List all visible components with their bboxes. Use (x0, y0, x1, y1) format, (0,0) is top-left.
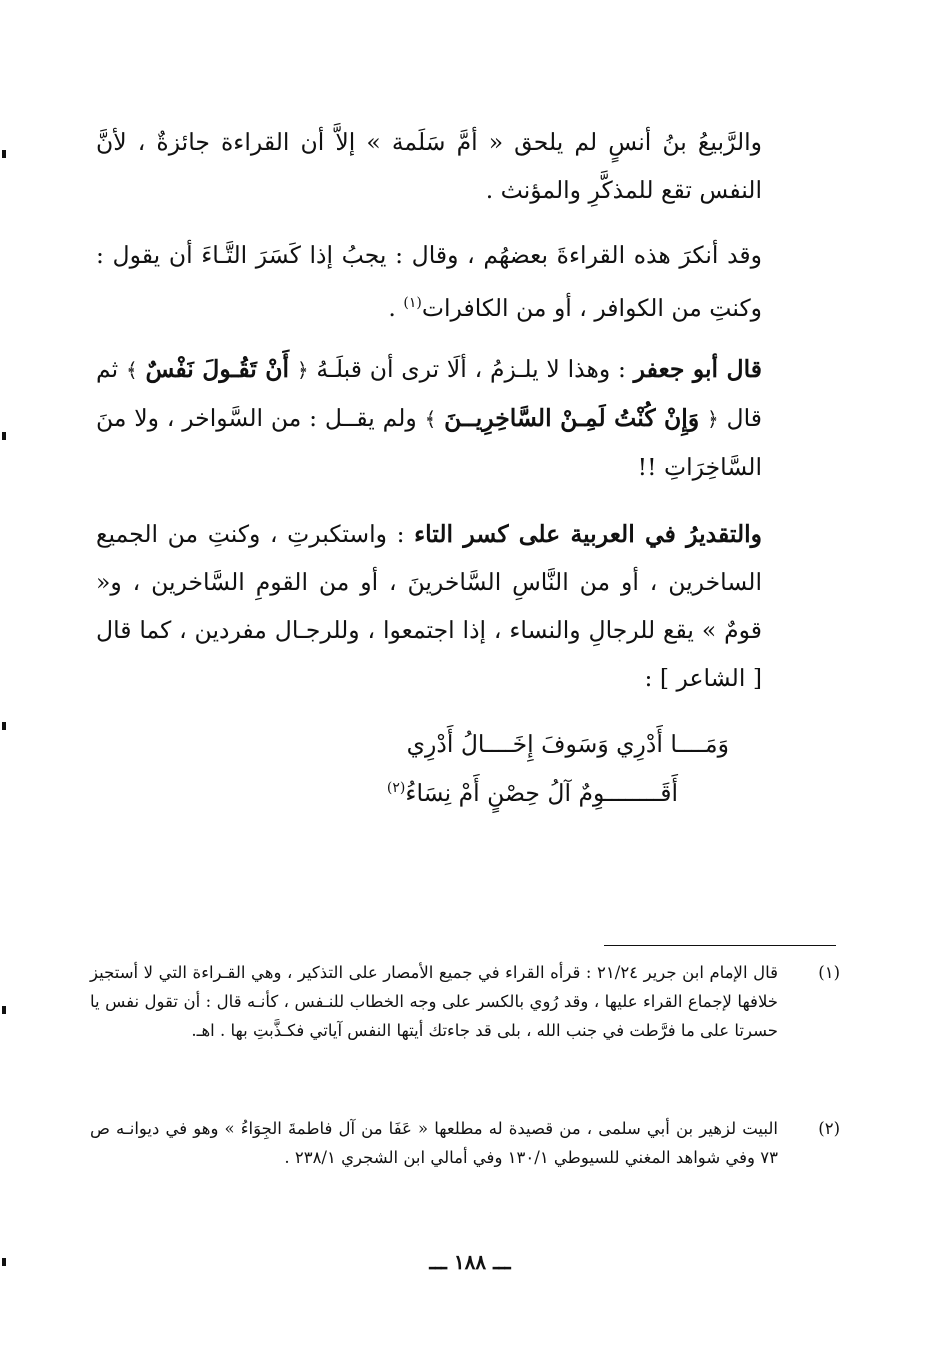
quran-bracket-open: ﴿ (296, 358, 309, 382)
verse-line-2-text: أَقَــــــــوِمٌ آلُ حِصْنٍ أَمْ نِسَاءُ (405, 778, 678, 807)
footnote-2-text: البيت لزهير بن أبي سلمى ، من قصيدة له مطلعها « عَفَا من آل فاطمةَ الجِوَاءُ » وهو في ديوانـه ص ٧٣ وفي شواهد المغني للسيوطي ١٣٠/١ وفي أمالي ابن الشجري ٢٣٨/١ . (90, 1119, 778, 1167)
paragraph-2-end: . (388, 293, 404, 322)
quran-bracket-close: ﴾ (125, 358, 138, 382)
scan-edge-mark (2, 1258, 6, 1266)
page-number: ـــ ١٨٨ ـــ (429, 1250, 511, 1274)
paragraph-1: والرَّبيعُ بنُ أنسٍ لم يلحق « أمَّ سَلَمة » إلاَّ أن القراءة جائزةٌ ، لأنَّ النفس تقع للمذكَّرِ والمؤنث . (96, 128, 762, 204)
footnote-1-text: قال الإمام ابن جرير ٢١/٢٤ : قرأه القراء في جميع الأمصار على التذكير ، وهي القـراءة التي لا أستجيز خلافها لإجماع القراء عليها ، وقد رُوي بالكسر على وجه الخطاب للنـفس ، كأنـه قال : أن تقول نفس يا حسرتا على ما فرَّطت في جنب الله ، بلى قد جاءتك أيتها النفس آياتي فكـذَّبتِ بها . اهـ. (90, 963, 778, 1040)
footnote-ref-2: (٢) (386, 780, 406, 796)
paragraph-3-part-b: ثم قال (96, 355, 762, 432)
scan-edge-mark (2, 432, 6, 440)
footnote-1-number: (١) (818, 963, 840, 982)
scan-edge-mark (2, 1006, 6, 1014)
scan-edge-mark (2, 150, 6, 158)
verse-line-2 (387, 766, 678, 815)
footnote-ref-1: (١) (403, 295, 422, 311)
paragraph-2 (96, 231, 762, 332)
paragraph-4-rest: : واستكبرتِ ، وكنتِ من الجميع الساخرين ، أو من النَّاسِ السَّاخرينَ ، أو من القومِ السَّاخرين ، و« قومٌ » يقع للرجالِ والنساء ، إذا اجتمعوا ، وللرجـال مفردين ، كما قال [ الشاعر ] : (96, 520, 762, 692)
paragraph-3-part-c: ولم يقــل : من السَّواخر ، ولا منَ السَّاخِرَاتِ !! (96, 404, 762, 481)
speaker-label: قال أبو جعفر (633, 355, 762, 383)
quran-quote-1: أَنْ تَقُـولَ نَفْسٌ (145, 355, 290, 383)
footnote-2-number: (٢) (818, 1119, 840, 1138)
footnote-separator (604, 945, 836, 946)
verse-line-1: وَمَــــا أَدْرِي وَسَوفَ إِخَــــالُ أَدْرِي (406, 730, 729, 758)
quran-quote-2: وَإِنْ كُنْتُ لَمِـنْ السَّاخِرِيــنَ (444, 404, 700, 432)
paragraph-3 (96, 345, 762, 491)
paragraph-2-text: وقد أنكرَ هذه القراءةَ بعضهُم ، وقال : يجبُ إذا كَسَرَ التَّـاءَ أن يقول : وكنتِ من الكوافر ، أو من الكافرات (96, 241, 762, 322)
scan-edge-mark (2, 722, 6, 730)
quran-bracket-close: ﴾ (424, 407, 437, 431)
paragraph-4-lead: والتقديرُ في العربية على كسر التاء (414, 520, 762, 548)
paragraph-4 (96, 510, 762, 702)
quran-bracket-open: ﴿ (706, 407, 719, 431)
footnote-2 (90, 1114, 840, 1172)
paragraph-3-part-a: : وهذا لا يلـزمُ ، ألَا ترى أن قبلَـهُ (308, 355, 634, 383)
footnote-1 (90, 958, 840, 1045)
